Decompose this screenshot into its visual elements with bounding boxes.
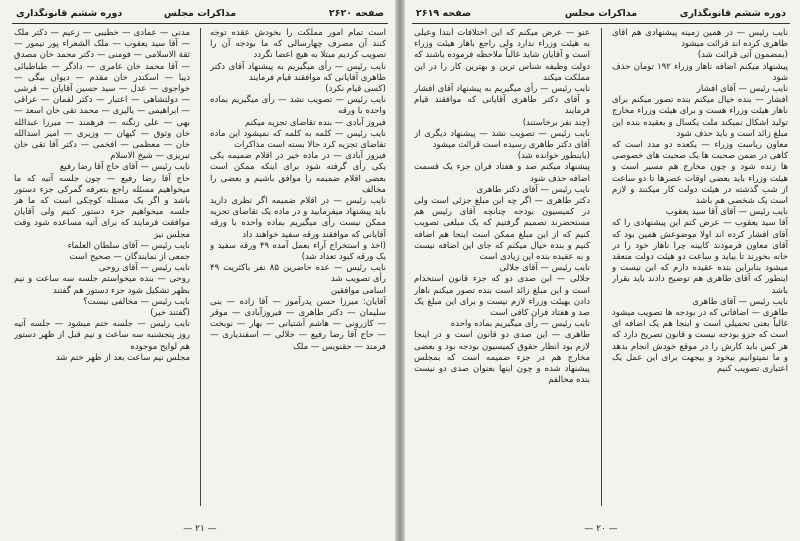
paragraph: نایب رئیس — آقای حاج آقا رضا رفیع xyxy=(59,162,190,173)
paragraph: نایب رئیس — در همین زمینه پیشنهادی هم آقای طاهری کرده اند قرائت میشود xyxy=(612,28,788,50)
paragraph: آقا سید یعقوب — عرض کنم این پیشنهادی را که آقای افشار کرده اند اولا موضوعش همین بود که آقای معاون فرمودند کابینه چرا ناهار خود را در خانه بخورند تا بیاید و ساعت دو هیئت دولت منعقد میشود بنابراین بنده عقیده دارم که این نیست و اینطور که آقای طاهری هم توضیح دادند باید بقرار باشد xyxy=(612,218,788,296)
paragraph: فیروز آبادی — بنده تقاضای تجزیه میکنم xyxy=(244,117,386,128)
paragraph: نایب رئیس — رأی میگیریم بماده واحده xyxy=(450,319,590,330)
book-gutter xyxy=(395,0,405,541)
paragraph: نایب رئیس — آقای جلالی xyxy=(499,263,590,274)
paragraph: نایب رئیس — آقای روحی xyxy=(98,263,190,274)
paragraph: (باینطور خوانده شد) xyxy=(517,151,590,162)
paragraph: طاهری — این صدی دو قانون است و در اینجا لازم بود انظار حقوق کمیسیون بودجه بود و بعضی مخارج هم در جزء ضمیمه است که بمجلس پیشنهاد شده و چون اینها بعنوان صدی دو نیست بنده مخالفم xyxy=(414,330,590,386)
page-folio: — ۲۰ — xyxy=(584,524,618,534)
paragraph: جمعی از نمایندگان — صحیح است xyxy=(69,252,190,263)
paragraph: روحی — بنده میخواستم جلسه سه ساعت و نیم بظهر تشکیل شود جزء دستور هم گفتند xyxy=(14,274,190,296)
paragraph: حاج آقا رضا رفیع — چون جلسه آتیه که ما میخواهیم مسئله راجع بتعرفه گمرکی جزء دستور باشد و اگر یک مسئله کوچکی است که ما هر جلسه میخواهیم جزء دستور کنیم ولی آقایان موافقت فرمایند که برای آتیه مساعده شود وقت مجلس نیز xyxy=(14,173,190,240)
paragraph: نایب رئیس — آقای دکتر طاهری xyxy=(476,184,590,195)
column-divider xyxy=(601,28,602,506)
paragraph: طاهری — اضافاتی که در بودجه ها تصویب میشود غالباً بعنی تحمیلی است و اینجا هم یک اضافه ای است که جزو بودجه نیست و قانون تصریح دارد که هر کس باید کارش را در موقع خودش انجام بدهد و ما نمیتوانیم بیخود و بیجهت برای این عمل یک اعتباری تصویب کنیم xyxy=(612,308,788,375)
paragraph: نایب رئیس — عده حاضرین ۸۵ نفر باکثریت ۴۹ رأی تصویب شد xyxy=(210,263,386,285)
paragraph: (بمضمون آتی قرائت شد) xyxy=(697,50,788,61)
paragraph: مدنی — عمادی — خطیبی — زعیم — دکتر ملک — آقا سید یعقوب — ملک الشعراء پور تیمور — ثقة الاسلامی — فومنی — دکتر محمد خان مصدق — آقا محمد خان عامری — دادگر — طباطبائی دیبا — اسکندر خان مقدم — دیوان بیگی — خواجوی — عدل — سید حسین آقایان — قرشی — دولتشاهی — اعتبار — دکتر لقمان — عراقی — ابراهیمی — یالیزی — محمد تقی خان اسعد — بهی — علی زنگنه — فرهمند — میرزا عبدالله خان وثوق — کیهان — وزیری — امیر اسدالله خان — معظمی — افخمی — دکتر آقا تقی خان تبریزی — شیخ الاسلام xyxy=(14,28,190,162)
paragraph: نایب رئیس — مخالفی نیست؟ xyxy=(83,296,190,307)
publication-title: مذاکرات مجلس xyxy=(163,8,237,19)
paragraph: پیشنهاد میکنم صد و هفتاد فران جزء یک قسمت اضافه حذف شود xyxy=(414,162,590,184)
paragraph: (کسی قیام نکرد) xyxy=(325,84,386,95)
paragraph: نایب رئیس — رأی میگیریم به پیشنهاد آقای افشار و آقای دکتر طاهری آقایانی که موافقند قیام فرمایند xyxy=(414,84,590,117)
paragraph: نایب رئیس — رأی میگیریم به پیشنهاد آقای دکتر طاهری آقایانی که موافقند قیام فرمایند xyxy=(210,61,386,83)
paragraph: دکتر طاهری — اگر چه این مبلغ جزئی است ولی در کمیسیون بودجه چنانچه آقای رئیس هم مستحضرند تصمیم گرفتیم که یک مبلغی تصویب کنیم که از این مبلغ ممکن است اینجا هم اضافه کنیم و بنده خیال میکنم که جای این اضافه نیست و به عقیده بنده این زیادی است xyxy=(414,196,590,263)
page-number-label: صفحه ۲۶۲۰ xyxy=(328,8,384,19)
page-number-label: صفحه ۲۶۱۹ xyxy=(416,8,472,19)
page-header xyxy=(12,8,388,22)
paragraph: عنو — عرض میکنم که این اختلافات ابتداً وعیلی به هیئت وزراء ندارد ولی راجع باهار هیئت وزراء است و آقایان شاید غالباً ملاحظه فرموده باشند که دولت وظیفه شناس ترین و بهترین کار را در این مملکت میکند xyxy=(414,28,590,83)
session-label: دوره ششم قانونگذاری xyxy=(16,8,123,19)
page-folio: — ۲۱ — xyxy=(183,524,217,534)
page-header xyxy=(412,8,790,22)
paragraph: است تمام امور مملکت را بخودش عقده توجه کنند آن مصرف چهارسالی که ما بودجه آن را تصویب کردیم مبتلا به هیچ اعضا نگردد xyxy=(210,28,386,61)
paragraph: مجلس نیم ساعت بعد از ظهر ختم شد xyxy=(55,352,190,363)
paragraph: نایب رئیس — آقای سلطان العلماء xyxy=(67,240,190,251)
text-column-right xyxy=(612,28,788,518)
paragraph: (اخذ و استخراج آراء بعمل آمده ۴۹ ورقه سفید و یک ورقه کبود تعداد شد) xyxy=(210,240,386,263)
paragraph: جلالی — این صدی دو که جزء قانون استخدام است و این مبلغ زائد است بنده تصور میکنم ناهار دادن بهیئت وزراء لازم نیست و برای این مبلغ یک صد و هفتاد فران کافی است xyxy=(414,274,590,319)
publication-title: مذاکرات مجلس xyxy=(564,8,638,19)
paragraph: نایب رئیس — کلمه به کلمه که نمیشود این ماده تقاضای تجزیه کرد حالا بسته است مذاکرات xyxy=(210,128,386,151)
paragraph: (چند نفر برخاستند) xyxy=(522,117,590,128)
paragraph: نایب رئیس — آقای طاهری xyxy=(692,296,788,307)
left-page xyxy=(12,8,388,536)
paragraph: نایب رئیس — آقای افشار xyxy=(696,84,788,95)
paragraph: فیروز آبادی — در ماده خیر در اقلام ضمیمه یکی یکی رأی گرفته شود برای اینکه ممکن است بعضی اقلام ضمیمه را موافق باشیم و بعضی را مخالف xyxy=(210,151,386,195)
paragraph: نایب رئیس — جلسه ختم میشود — جلسه آتیه روز پنجشنبه سه ساعت و نیم قبل از ظهر دستور هم لوایح موجوده xyxy=(14,319,190,352)
paragraph: اسامی موافقین xyxy=(330,285,386,296)
paragraph: نایب رئیس — در اقلام ضمیمه اگر نظری دارید باید پیشنهاد میفرمایید و در ماده یک تقاضای تجزیه ممکن نیست رأی میگیریم بماده واحده با ورقه آقایانی که موافقند ورقه سفید خواهند داد xyxy=(210,196,386,240)
paragraph: نایب رئیس — آقای آقا سید یعقوب xyxy=(665,207,788,218)
paragraph: معاون ریاست وزراء — یکعده دو مدد است که کاهی در ضمن صحبت ها یک صحبت های خصوصی ها زنده شود و چون مخارج هم مسیر است و هیئت وزراء باید بعضی اوقات عصرها تا دو ساعت از شب گذشته در هیئت دولت کار میکنند و لازم است یک شخصی هم باشد xyxy=(612,140,788,207)
header-rule xyxy=(412,23,790,24)
column-divider xyxy=(200,28,201,506)
paragraph: نایب رئیس — تصویب نشد — رأی میگیریم بماده واحده با ورقه xyxy=(210,95,386,117)
paragraph: نایب رئیس — تصویب نشد — پیشنهاد دیگری از آقای دکتر طاهری رسیده است قرائت میشود xyxy=(414,128,590,151)
right-page xyxy=(412,8,790,536)
paragraph: پیشنهاد میکنم اضافه ناهار وزراء ۱۹۲ تومان حذف شود xyxy=(612,61,788,83)
paragraph: آقایان: میرزا حسن پدرآموز — آقا زاده — بنی سلیمان — دکتر طاهری — فیروزآبادی — موقر — کازرونی — هاشم آشتیانی — بهار — نوبخت — حاج آقا رضا رفیع — جلالی — اسفندیاری — فرمند — حقنویس — ملک xyxy=(210,296,386,352)
header-rule xyxy=(12,23,388,24)
session-label: دوره ششم قانونگذاری xyxy=(679,8,786,19)
text-column-left xyxy=(414,28,590,518)
text-column-right xyxy=(210,28,386,518)
paragraph: افشار — بنده خیال میکنم بنده تصور میکنم برای ناهار هیئت وزراء هست و برای هیئت وزراء مخارج تولید اشکال نمیکند ملت یکسال و بعقیده بنده این مبلغ زائد است و باید حذف شود xyxy=(612,95,788,139)
paragraph: (گفتند خیر) xyxy=(150,308,190,319)
text-column-left xyxy=(14,28,190,518)
